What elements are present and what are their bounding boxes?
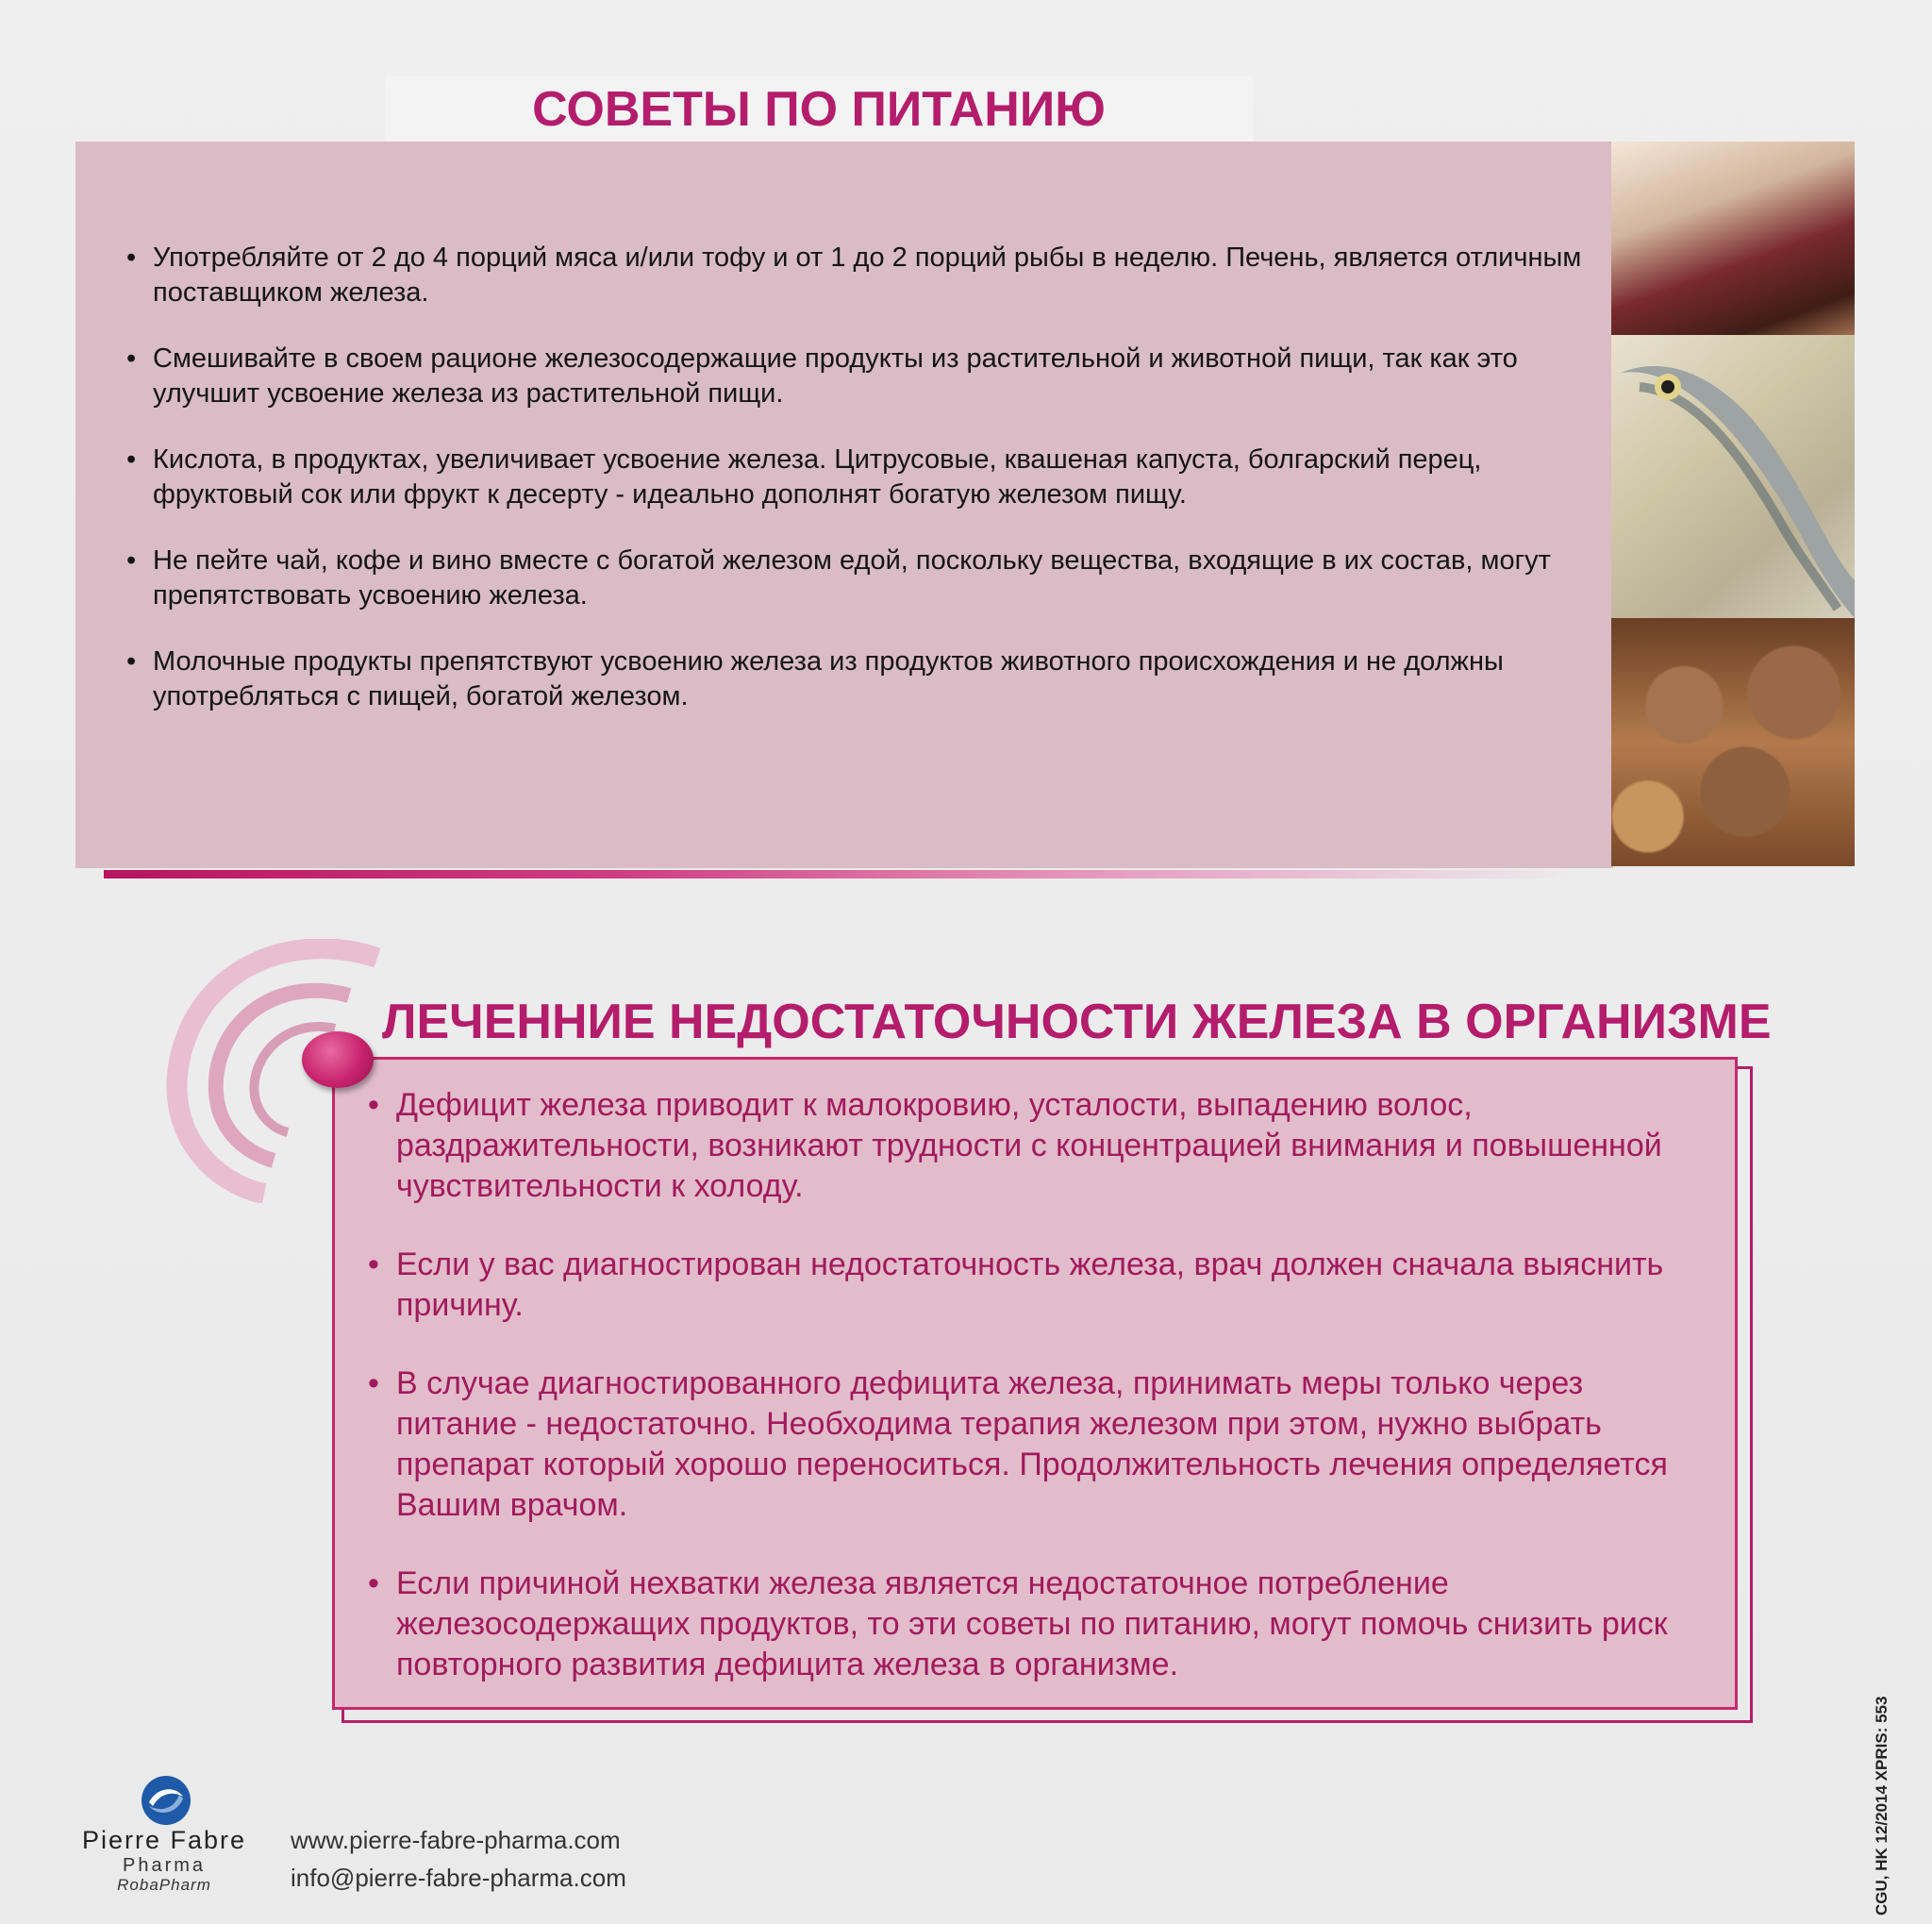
nutrition-item: • Молочные продукты препятствуют усвоению железа из продуктов животного происхождения и не должны употребляться с пищей, богатой железом. xyxy=(119,644,1591,714)
nutrition-item: • Смешивайте в своем рационе железосодержащие продукты из растительной и животной пищи, так как это улучшит усвоение железа из растительной пищи. xyxy=(119,342,1591,411)
treatment-title: ЛЕЧЕННИЕ НЕДОСТАТОЧНОСТИ ЖЕЛЕЗА В ОРГАНИЗМЕ xyxy=(382,995,1772,1049)
website-link[interactable]: www.pierre-fabre-pharma.com xyxy=(291,1826,621,1854)
fish-illustration xyxy=(1611,335,1855,618)
treatment-item: • Дефицит железа приводит к малокровию, усталости, выпадению волос, раздражительности, возникают трудности с концентрацией внимания и повышенной чувствительности к холоду. xyxy=(368,1085,1707,1207)
brand-division: Pharma xyxy=(122,1855,207,1876)
brand-name: Pierre Fabre xyxy=(81,1826,247,1854)
nutrition-item: • Не пейте чай, кофе и вино вместе с богатой железом едой, поскольку вещества, входящие в их состав, могут препятствовать усвоению железа. xyxy=(119,544,1591,613)
accent-bar xyxy=(104,870,1575,878)
treatment-list xyxy=(368,1085,1707,1723)
nutrition-list xyxy=(119,241,1591,745)
bullet-dot-icon xyxy=(302,1031,374,1088)
nuts-photo xyxy=(1611,618,1855,866)
email-link[interactable]: info@pierre-fabre-pharma.com xyxy=(291,1864,626,1892)
meat-photo xyxy=(1611,142,1855,335)
treatment-item: • Если причиной нехватки железа является недостаточное потребление железосодержащих продуктов, то эти советы по питанию, могут помочь снизить риск повторного развития дефицита железа в организме. xyxy=(368,1564,1707,1685)
pierre-fabre-logo-icon xyxy=(140,1774,192,1827)
print-code: CGU, HK 12/2014 XPRIS: 553 xyxy=(1873,1696,1890,1916)
fish-photo xyxy=(1611,335,1855,618)
nutrition-title: СОВЕТЫ ПО ПИТАНИЮ xyxy=(532,82,1106,137)
brand-subsidiary: RobaPharm xyxy=(117,1876,211,1894)
nutrition-item: • Употребляйте от 2 до 4 порций мяса и/или тофу и от 1 до 2 порций рыбы в неделю. Печень, является отличным поставщиком железа. xyxy=(119,241,1591,310)
nutrition-item: • Кислота, в продуктах, увеличивает усвоение железа. Цитрусовые, квашеная капуста, болгарский перец, фруктовый сок или фрукт к десерту - идеально дополнят богатую железом пищу. xyxy=(119,443,1591,512)
treatment-item: • В случае диагностированного дефицита железа, принимать меры только через питание - недостаточно. Необходима терапия железом при этом, нужно выбрать препарат который хорошо переноситься. Продолжительность лечения определяется Вашим врачом. xyxy=(368,1364,1707,1526)
food-photos xyxy=(1611,142,1855,866)
treatment-item: • Если у вас диагностирован недостаточность железа, врач должен сначала выяснить причину. xyxy=(368,1245,1707,1326)
